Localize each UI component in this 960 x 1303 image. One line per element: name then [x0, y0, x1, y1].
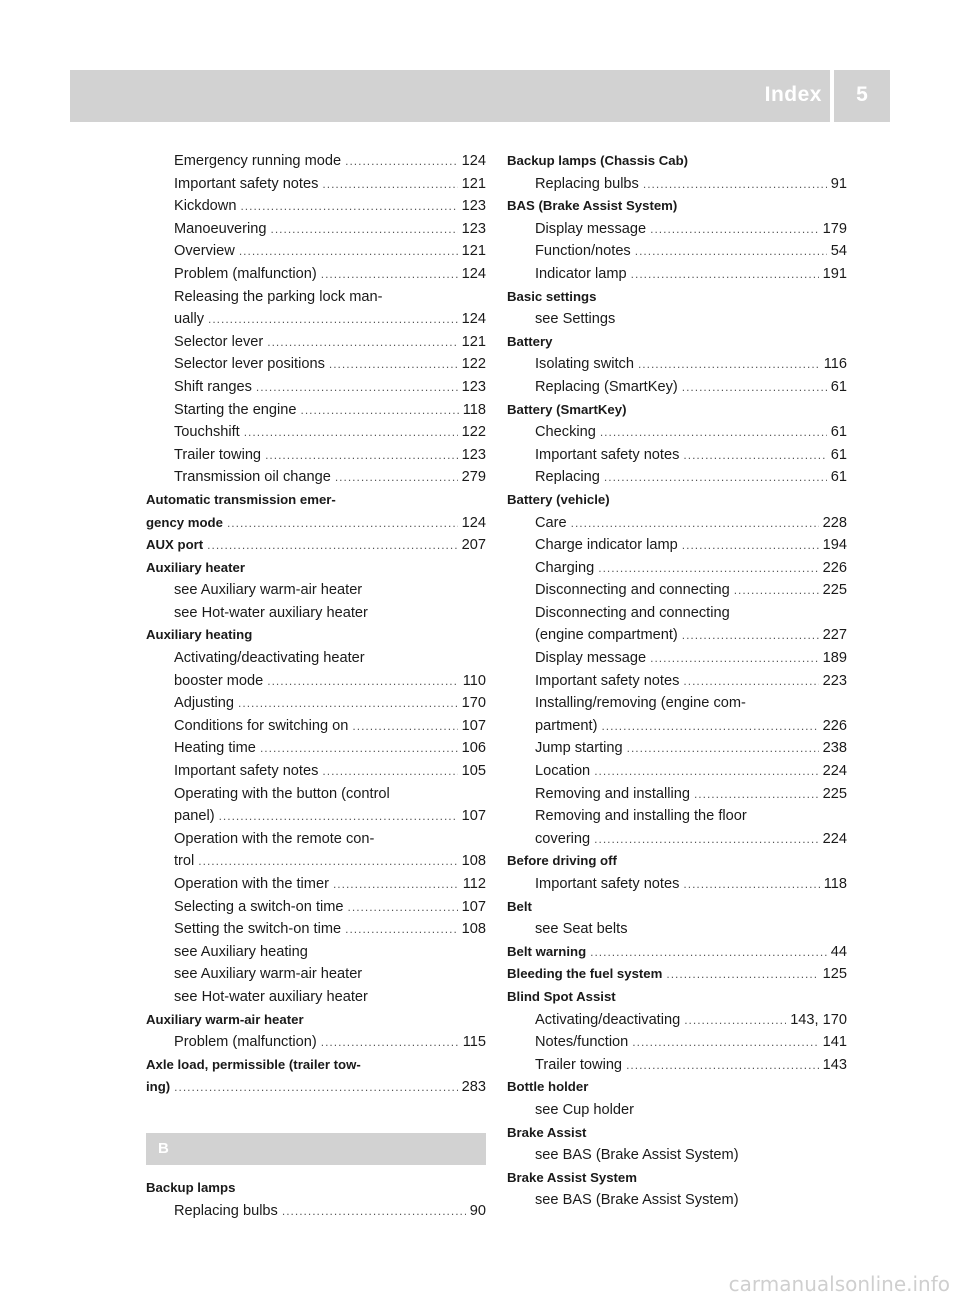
dot-leader	[301, 399, 459, 422]
entry-term: Trailer towing	[535, 1056, 623, 1073]
entry-page-number: 207	[461, 537, 486, 554]
index-heading-entry	[507, 963, 847, 986]
index-entry	[507, 1054, 847, 1077]
index-heading: Belt	[507, 898, 532, 914]
index-heading: Before driving off	[507, 853, 617, 869]
entry-page-number: 54	[830, 243, 847, 260]
index-entry	[507, 715, 847, 738]
entry-page-number: 225	[822, 785, 847, 802]
dot-leader	[174, 1076, 457, 1099]
entry-term: Important safety notes	[535, 876, 680, 892]
index-entry	[507, 873, 847, 896]
entry-page-number: 179	[822, 220, 847, 237]
entry-term: Care	[535, 514, 567, 531]
index-subentry-text: see Auxiliary warm-air heater	[174, 966, 363, 983]
dot-leader	[683, 670, 818, 693]
entry-page-number: 108	[461, 921, 486, 938]
entry-term: ing)	[146, 1079, 171, 1095]
index-heading-entry	[146, 512, 486, 535]
index-entry	[507, 783, 847, 806]
index-entry	[507, 534, 847, 557]
entry-page-number: 123	[461, 378, 486, 395]
dot-leader	[271, 218, 458, 241]
entry-term: Replacing	[535, 469, 600, 486]
entry-term: Problem (malfunction)	[174, 265, 317, 282]
index-subentry-text: Releasing the parking lock man-	[174, 288, 383, 305]
dot-leader	[604, 466, 827, 489]
entry-page-number: 141	[822, 1034, 847, 1051]
entry-term: Checking	[535, 424, 596, 441]
entry-term: Replacing bulbs	[174, 1202, 278, 1219]
entry-term: Important safety notes	[535, 446, 680, 463]
dot-leader	[631, 263, 819, 286]
entry-page-number: 194	[822, 537, 847, 554]
dot-leader	[694, 783, 819, 806]
index-heading: Battery	[507, 333, 553, 349]
index-heading: Automatic transmission emer-	[146, 491, 336, 507]
entry-term: gency mode	[146, 514, 223, 530]
dot-leader	[638, 353, 820, 376]
entry-term: Removing and installing	[535, 785, 690, 802]
watermark: carmanualsonline.info	[728, 1272, 950, 1296]
index-entry	[507, 421, 847, 444]
dot-leader	[219, 805, 458, 828]
dot-leader	[335, 466, 458, 489]
index-heading: Backup lamps	[146, 1179, 236, 1195]
index-entry	[146, 873, 486, 896]
entry-page-number: 224	[822, 830, 847, 847]
index-subentry-text: see Seat belts	[535, 921, 628, 938]
entry-page-number: 61	[830, 424, 847, 441]
entry-term: trol	[174, 853, 195, 870]
index-entry	[507, 173, 847, 196]
index-entry	[146, 195, 486, 218]
index-entry	[146, 444, 486, 467]
index-heading: Auxiliary heating	[146, 627, 253, 643]
index-entry	[507, 828, 847, 851]
entry-page-number: 124	[461, 311, 486, 328]
index-entry	[507, 376, 847, 399]
entry-term: panel)	[174, 808, 215, 825]
entry-term: Manoeuvering	[174, 220, 267, 237]
entry-term: Kickdown	[174, 198, 237, 215]
entry-page-number: 115	[462, 1034, 486, 1051]
index-heading: Brake Assist System	[507, 1169, 637, 1185]
entry-page-number: 123	[461, 220, 486, 237]
dot-leader	[666, 963, 818, 986]
index-entry	[146, 173, 486, 196]
entry-page-number: 123	[461, 446, 486, 463]
entry-page-number: 44	[830, 943, 847, 960]
entry-page-number: 61	[830, 446, 847, 463]
index-subentry-text: see Hot-water auxiliary heater	[174, 988, 368, 1005]
index-entry	[146, 760, 486, 783]
dot-leader	[267, 331, 457, 354]
index-entry	[507, 647, 847, 670]
entry-term: ually	[174, 311, 205, 328]
dot-leader	[682, 624, 819, 647]
entry-term: Adjusting	[174, 695, 235, 712]
entry-page-number: 107	[461, 717, 486, 734]
dot-leader	[632, 1031, 818, 1054]
entry-term: Location	[535, 763, 591, 780]
index-subentry-text: Removing and installing the floor	[535, 808, 747, 825]
index-heading: Battery (SmartKey)	[507, 401, 627, 417]
index-entry	[507, 444, 847, 467]
entry-term: (engine compartment)	[535, 627, 678, 644]
index-entry	[146, 692, 486, 715]
index-entry	[507, 624, 847, 647]
index-column-left	[146, 150, 486, 1222]
index-subentry-text: see Hot-water auxiliary heater	[174, 604, 368, 621]
dot-leader	[626, 1054, 819, 1077]
entry-page-number: 124	[461, 514, 486, 531]
entry-term: Selector lever	[174, 333, 264, 350]
index-entry	[146, 263, 486, 286]
index-entry	[146, 308, 486, 331]
dot-leader	[590, 941, 827, 964]
entry-term: Problem (malfunction)	[174, 1034, 317, 1051]
entry-term: Replacing (SmartKey)	[535, 378, 678, 395]
dot-leader	[322, 173, 457, 196]
index-subentry-text: Operation with the remote con-	[174, 830, 375, 847]
dot-leader	[600, 421, 827, 444]
index-subentry-text: see BAS (Brake Assist System)	[535, 1147, 739, 1164]
index-heading-entry	[146, 1076, 486, 1099]
entry-page-number: 143, 170	[790, 1011, 847, 1028]
index-entry	[146, 240, 486, 263]
dot-leader	[260, 737, 458, 760]
dot-leader	[198, 850, 457, 873]
entry-page-number: 226	[822, 559, 847, 576]
entry-term: Conditions for switching on	[174, 717, 349, 734]
index-heading-entry	[146, 534, 486, 557]
entry-term: Trailer towing	[174, 446, 262, 463]
dot-leader	[345, 918, 458, 941]
index-heading: BAS (Brake Assist System)	[507, 198, 678, 214]
dot-leader	[321, 263, 458, 286]
index-subentry-text: Disconnecting and connecting	[535, 604, 730, 621]
entry-page-number: 189	[822, 650, 847, 667]
page-header	[70, 70, 890, 122]
section-letter: B	[158, 1139, 169, 1157]
dot-leader	[601, 715, 818, 738]
index-entry	[146, 466, 486, 489]
dot-leader	[267, 670, 458, 693]
entry-term: Selector lever positions	[174, 356, 325, 373]
dot-leader	[598, 557, 818, 580]
index-heading: Backup lamps (Chassis Cab)	[507, 153, 689, 168]
entry-term: Indicator lamp	[535, 265, 627, 282]
dot-leader	[321, 1031, 459, 1054]
entry-page-number: 283	[461, 1079, 486, 1096]
index-heading: Auxiliary heater	[146, 559, 245, 575]
dot-leader	[627, 737, 819, 760]
index-entry	[507, 353, 847, 376]
dot-leader	[682, 534, 819, 557]
dot-leader	[345, 150, 458, 173]
entry-page-number: 116	[823, 356, 847, 373]
entry-term: Transmission oil change	[174, 469, 331, 486]
index-subentry-text: Activating/deactivating heater	[174, 650, 365, 667]
entry-page-number: 122	[461, 356, 486, 373]
index-entry	[146, 1200, 486, 1223]
entry-term: AUX port	[146, 537, 204, 553]
entry-term: Function/notes	[535, 243, 631, 260]
entry-term: Replacing bulbs	[535, 175, 639, 192]
index-entry	[507, 557, 847, 580]
entry-term: Disconnecting and connecting	[535, 582, 730, 599]
index-entry	[507, 1009, 847, 1032]
entry-term: Important safety notes	[174, 175, 319, 192]
index-heading: Bottle holder	[507, 1079, 589, 1095]
dot-leader	[571, 512, 819, 535]
index-entry	[146, 715, 486, 738]
entry-term: Shift ranges	[174, 378, 252, 395]
entry-term: Isolating switch	[535, 356, 634, 373]
index-heading: Axle load, permissible (trailer tow-	[146, 1056, 361, 1072]
index-heading-entry	[507, 941, 847, 964]
entry-page-number: 227	[822, 627, 847, 644]
index-heading: Basic settings	[507, 288, 597, 304]
index-heading: Auxiliary warm-air heater	[146, 1011, 304, 1027]
index-subentry-text: Operating with the button (control	[174, 785, 390, 802]
index-entry	[146, 150, 486, 173]
entry-page-number: 118	[823, 876, 847, 892]
entry-term: partment)	[535, 717, 598, 734]
entry-page-number: 224	[822, 763, 847, 780]
index-column-right	[507, 150, 847, 1212]
entry-page-number: 124	[461, 153, 486, 169]
dot-leader	[244, 421, 458, 444]
index-entry	[146, 331, 486, 354]
dot-leader	[734, 579, 819, 602]
index-entry	[507, 466, 847, 489]
dot-leader	[227, 512, 458, 535]
entry-term: covering	[535, 830, 591, 847]
index-entry	[507, 670, 847, 693]
entry-term: Display message	[535, 220, 647, 237]
dot-leader	[643, 173, 827, 196]
dot-leader	[240, 195, 457, 218]
dot-leader	[352, 715, 457, 738]
entry-page-number: 112	[462, 876, 486, 892]
entry-page-number: 122	[461, 424, 486, 441]
entry-page-number: 118	[462, 401, 486, 418]
entry-page-number: 124	[461, 265, 486, 282]
entry-term: Operation with the timer	[174, 876, 329, 892]
entry-page-number: 110	[462, 672, 486, 689]
index-entry	[146, 376, 486, 399]
index-entry	[507, 218, 847, 241]
entry-term: Important safety notes	[174, 763, 319, 780]
index-entry	[507, 240, 847, 263]
index-entry	[507, 1031, 847, 1054]
entry-term: Touchshift	[174, 424, 240, 441]
entry-term: Selecting a switch-on time	[174, 898, 344, 915]
entry-page-number: 108	[461, 853, 486, 870]
index-entry	[146, 353, 486, 376]
entry-page-number: 61	[830, 378, 847, 395]
entry-page-number: 121	[461, 175, 486, 192]
index-heading: Brake Assist	[507, 1124, 587, 1140]
dot-leader	[239, 240, 458, 263]
dot-leader	[282, 1200, 466, 1223]
entry-term: booster mode	[174, 672, 264, 689]
index-subentry-text: see Auxiliary warm-air heater	[174, 582, 363, 599]
dot-leader	[683, 873, 819, 896]
entry-page-number: 91	[830, 175, 847, 192]
index-entry	[146, 670, 486, 693]
dot-leader	[594, 760, 818, 783]
entry-term: Notes/function	[535, 1034, 629, 1051]
dot-leader	[594, 828, 818, 851]
entry-page-number: 106	[461, 740, 486, 757]
index-subentry-text: Installing/removing (engine com-	[535, 695, 746, 712]
entry-page-number: 228	[822, 514, 847, 531]
entry-page-number: 279	[461, 469, 486, 486]
entry-page-number: 121	[461, 333, 486, 350]
entry-term: Activating/deactivating	[535, 1011, 681, 1028]
entry-page-number: 123	[461, 198, 486, 215]
entry-page-number: 225	[822, 582, 847, 599]
entry-page-number: 90	[469, 1202, 486, 1219]
dot-leader	[265, 444, 458, 467]
entry-page-number: 143	[822, 1056, 847, 1073]
index-entry	[146, 896, 486, 919]
dot-leader	[684, 1009, 786, 1032]
index-entry	[146, 399, 486, 422]
index-entry	[146, 918, 486, 941]
index-heading: Blind Spot Assist	[507, 988, 616, 1004]
dot-leader	[682, 376, 827, 399]
index-entry	[507, 760, 847, 783]
entry-page-number: 107	[461, 808, 486, 825]
entry-page-number: 223	[822, 672, 847, 689]
dot-leader	[650, 218, 819, 241]
index-entry	[507, 512, 847, 535]
entry-term: Emergency running mode	[174, 153, 342, 169]
index-subentry-text: see BAS (Brake Assist System)	[535, 1192, 739, 1209]
index-entry	[146, 737, 486, 760]
entry-term: Starting the engine	[174, 401, 297, 418]
entry-term: Important safety notes	[535, 672, 680, 689]
entry-term: Jump starting	[535, 740, 623, 757]
index-entry	[146, 850, 486, 873]
index-entry	[507, 579, 847, 602]
index-entry	[146, 805, 486, 828]
index-subentry-text: see Cup holder	[535, 1101, 634, 1118]
entry-page-number: 61	[830, 469, 847, 486]
section-letter-bar	[146, 1133, 486, 1165]
dot-leader	[238, 692, 458, 715]
entry-term: Overview	[174, 243, 235, 260]
dot-leader	[256, 376, 458, 399]
dot-leader	[207, 534, 457, 557]
entry-term: Heating time	[174, 740, 256, 757]
entry-page-number: 170	[461, 695, 486, 712]
dot-leader	[333, 873, 459, 896]
entry-page-number: 238	[822, 740, 847, 757]
dot-leader	[635, 240, 827, 263]
index-entry	[146, 218, 486, 241]
dot-leader	[650, 647, 819, 670]
entry-page-number: 191	[822, 265, 847, 282]
entry-page-number: 105	[461, 763, 486, 780]
index-entry	[507, 737, 847, 760]
index-entry	[146, 421, 486, 444]
entry-term: Charging	[535, 559, 595, 576]
dot-leader	[683, 444, 826, 467]
entry-page-number: 121	[461, 243, 486, 260]
entry-term: Setting the switch-on time	[174, 921, 342, 938]
index-heading: Battery (vehicle)	[507, 491, 610, 507]
entry-page-number: 107	[461, 898, 486, 915]
index-entry	[507, 263, 847, 286]
index-entry	[146, 1031, 486, 1054]
page-number: 5	[856, 83, 868, 106]
index-subentry-text: see Settings	[535, 311, 616, 328]
entry-term: Charge indicator lamp	[535, 537, 678, 554]
page-title: Index	[764, 83, 822, 106]
dot-leader	[329, 353, 458, 376]
entry-page-number: 226	[822, 717, 847, 734]
dot-leader	[348, 896, 458, 919]
entry-term: Bleeding the fuel system	[507, 966, 663, 982]
entry-term: Display message	[535, 650, 647, 667]
entry-term: Belt warning	[507, 943, 587, 959]
entry-page-number: 125	[822, 966, 847, 983]
index-subentry-text: see Auxiliary heating	[174, 943, 308, 960]
dot-leader	[322, 760, 457, 783]
dot-leader	[208, 308, 458, 331]
